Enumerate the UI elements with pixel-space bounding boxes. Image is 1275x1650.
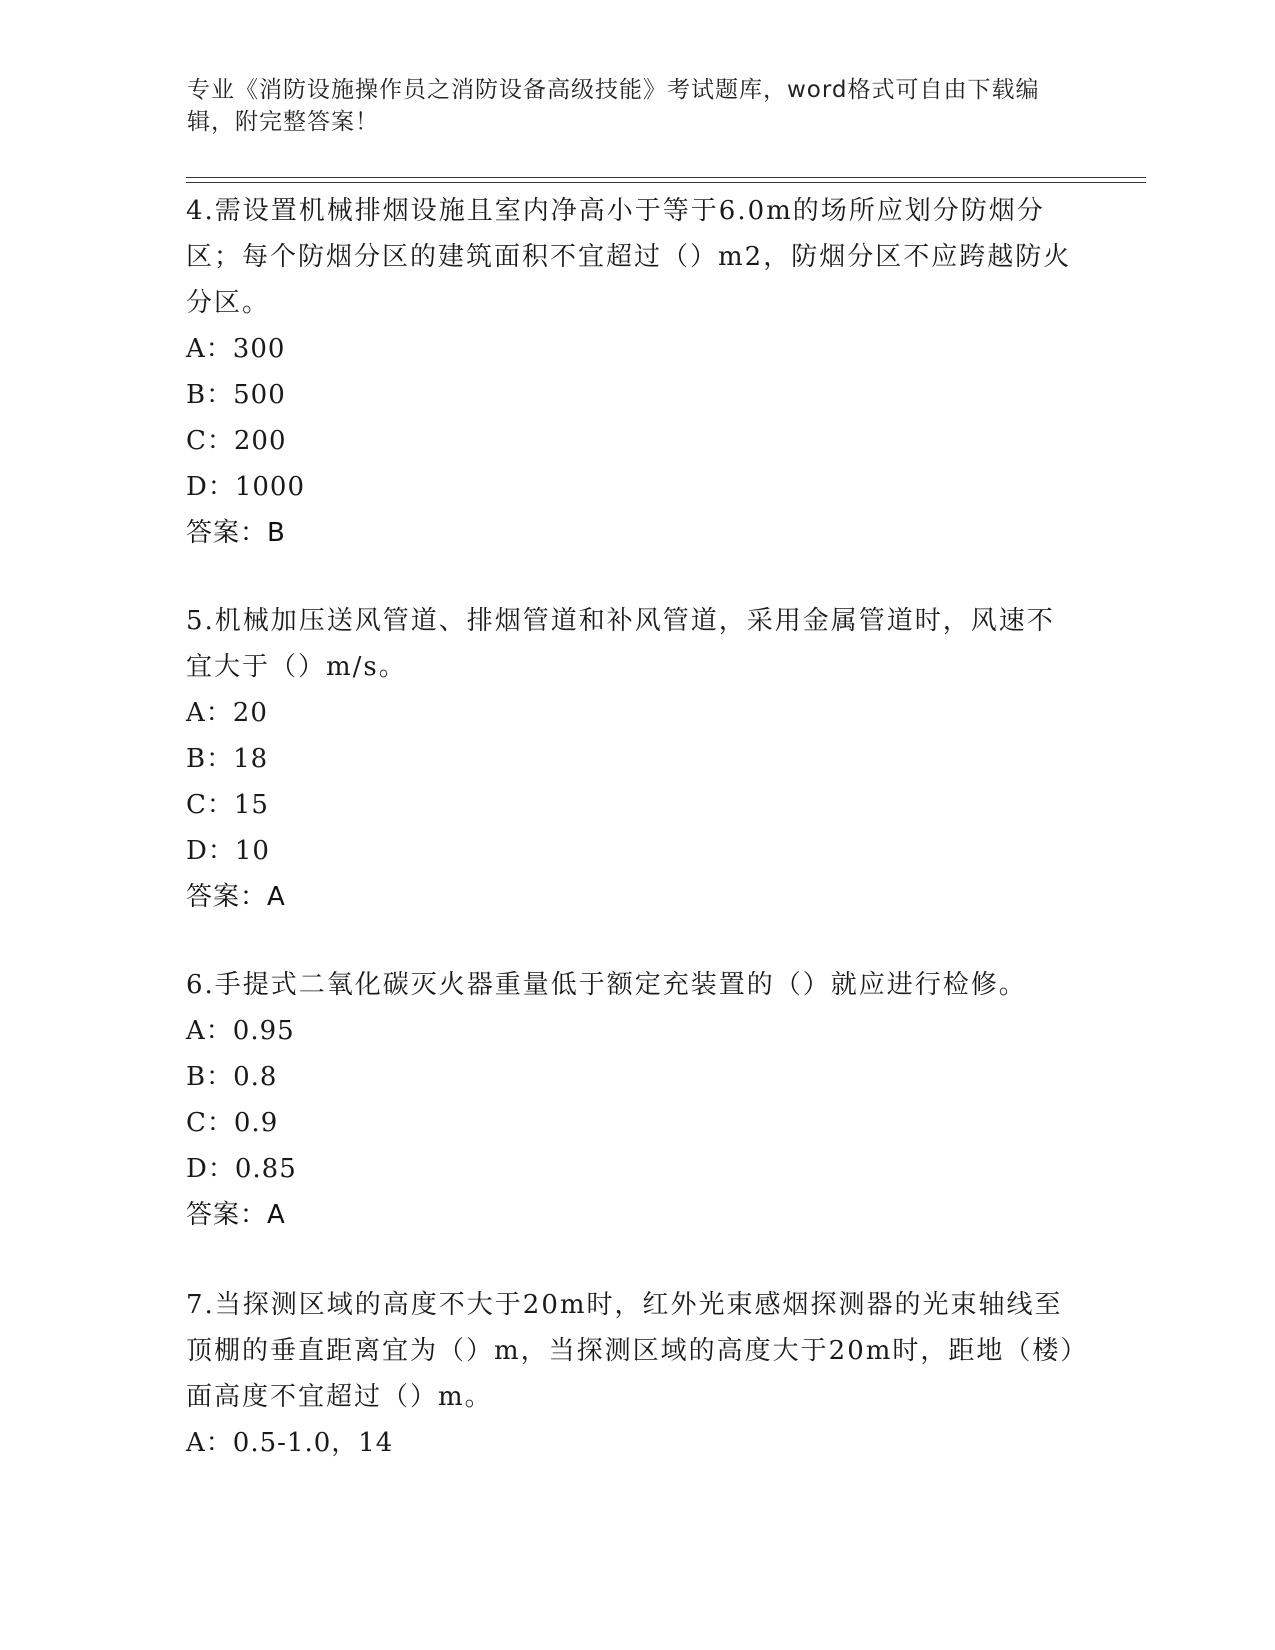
option-b: B：0.8: [186, 1062, 278, 1092]
question-5: [186, 598, 1076, 920]
option-a: A：0.95: [186, 1016, 295, 1046]
header-divider-bottom: [186, 182, 1146, 183]
question-stem: 6.手提式二氧化碳灭火器重量低于额定充装置的（）就应进行检修。: [186, 970, 1027, 1000]
header-divider-top: [186, 177, 1146, 178]
question-stem: 7.当探测区域的高度不大于20m时，红外光束感烟探测器的光束轴线至顶棚的垂直距离宜为（）m，当探测区域的高度大于20m时，距地（楼）面高度不宜超过（）m。: [186, 1290, 1076, 1412]
option-c: C：15: [186, 790, 269, 820]
option-c: C：200: [186, 426, 287, 456]
answer: 答案：A: [186, 1200, 286, 1230]
option-a: A：300: [186, 334, 286, 364]
answer: 答案：B: [186, 518, 286, 548]
document-header: 专业《消防设施操作员之消防设备高级技能》考试题库，word格式可自由下载编辑，附完整答案！: [187, 77, 1040, 135]
option-b: B：500: [186, 380, 286, 410]
option-d: D：1000: [186, 472, 306, 502]
option-d: D：10: [186, 836, 270, 866]
question-4: [186, 188, 1076, 556]
option-c: C：0.9: [186, 1108, 279, 1138]
option-b: B：18: [186, 744, 269, 774]
option-d: D：0.85: [186, 1154, 297, 1184]
option-a: A：0.5-1.0，14: [186, 1428, 394, 1458]
answer: 答案：A: [186, 882, 286, 912]
question-stem: 5.机械加压送风管道、排烟管道和补风管道，采用金属管道时，风速不宜大于（）m/s。: [186, 606, 1055, 682]
question-stem: 4.需设置机械排烟设施且室内净高小于等于6.0m的场所应划分防烟分区；每个防烟分区的建筑面积不宜超过（）m2，防烟分区不应跨越防火分区。: [186, 196, 1072, 318]
question-7: [186, 1282, 1076, 1466]
question-6: [186, 962, 1076, 1238]
option-a: A：20: [186, 698, 268, 728]
